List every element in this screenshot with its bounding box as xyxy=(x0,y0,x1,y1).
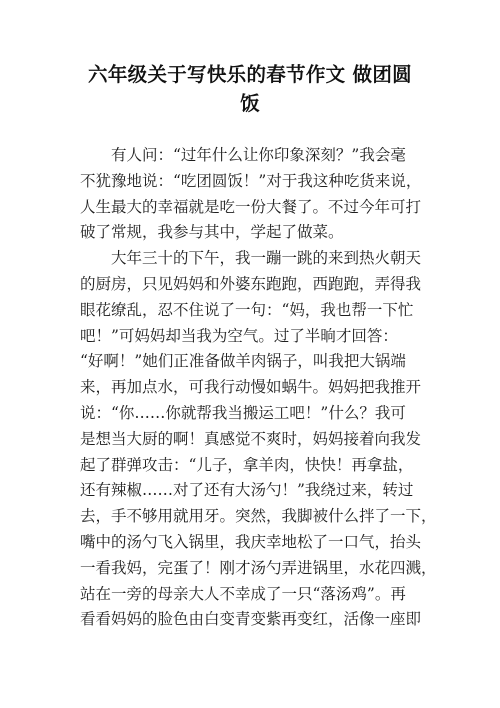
text-line: 吧！”可妈妈却当我为空气。过了半晌才回答： xyxy=(80,326,398,345)
text-line: 起了群弹攻击：“儿子，拿羊肉，快快！再拿盐， xyxy=(80,455,414,474)
text-line: “好啊！”她们正准备做羊肉锅子，叫我把大锅端 xyxy=(80,352,406,371)
text-line: 大年三十的下午，我一蹦一跳的来到热火朝天 xyxy=(111,249,422,268)
document-body xyxy=(80,143,437,633)
text-line: 破了常规，我参与其中，学起了做菜。 xyxy=(80,223,344,242)
text-line: 人生最大的幸福就是吃一份大餐了。不过今年可打 xyxy=(80,197,422,216)
text-line: 还有辣椒……对了还有大汤勺！”我绕过来，转过 xyxy=(80,481,414,500)
text-line: 来，再加点水，可我行动慢如蜗牛。妈妈把我推开 xyxy=(80,378,422,397)
text-line: 嘴中的汤勺飞入锅里，我庆幸地松了一口气，抬头 xyxy=(80,532,422,551)
title-line: 六年级关于写快乐的春节作文 做团圆 xyxy=(88,63,412,86)
text-line: 是想当大厨的啊！真感觉不爽时，妈妈接着向我发 xyxy=(80,429,422,448)
text-line: 有人问：“过年什么让你印象深刻？”我会毫 xyxy=(111,146,406,164)
text-line: 站在一旁的母亲大人不幸成了一只“落汤鸡”。再 xyxy=(80,584,406,603)
paragraph xyxy=(80,246,437,633)
text-line: 说：“你……你就帮我当搬运工吧！”什么？我可 xyxy=(80,403,406,422)
title-line: 饭 xyxy=(240,92,260,115)
text-line: 的厨房，只见妈妈和外婆东跑跑，西跑跑，弄得我 xyxy=(80,274,422,293)
text-line: 一看我妈，完蛋了！刚才汤勺弄进锅里，水花四溅， xyxy=(80,558,437,577)
text-line: 不犹豫地说：“吃团圆饭！”对于我这种吃货来说， xyxy=(80,171,422,190)
document-title xyxy=(60,60,440,118)
text-line: 眼花缭乱，忍不住说了一句：“妈，我也帮一下忙 xyxy=(80,300,414,319)
text-line: 去，手不够用就用牙。突然，我脚被什么拌了一下， xyxy=(80,507,437,526)
text-line: 看看妈妈的脸色由白变青变紫再变红，活像一座即 xyxy=(80,610,422,629)
paragraph xyxy=(80,143,430,246)
